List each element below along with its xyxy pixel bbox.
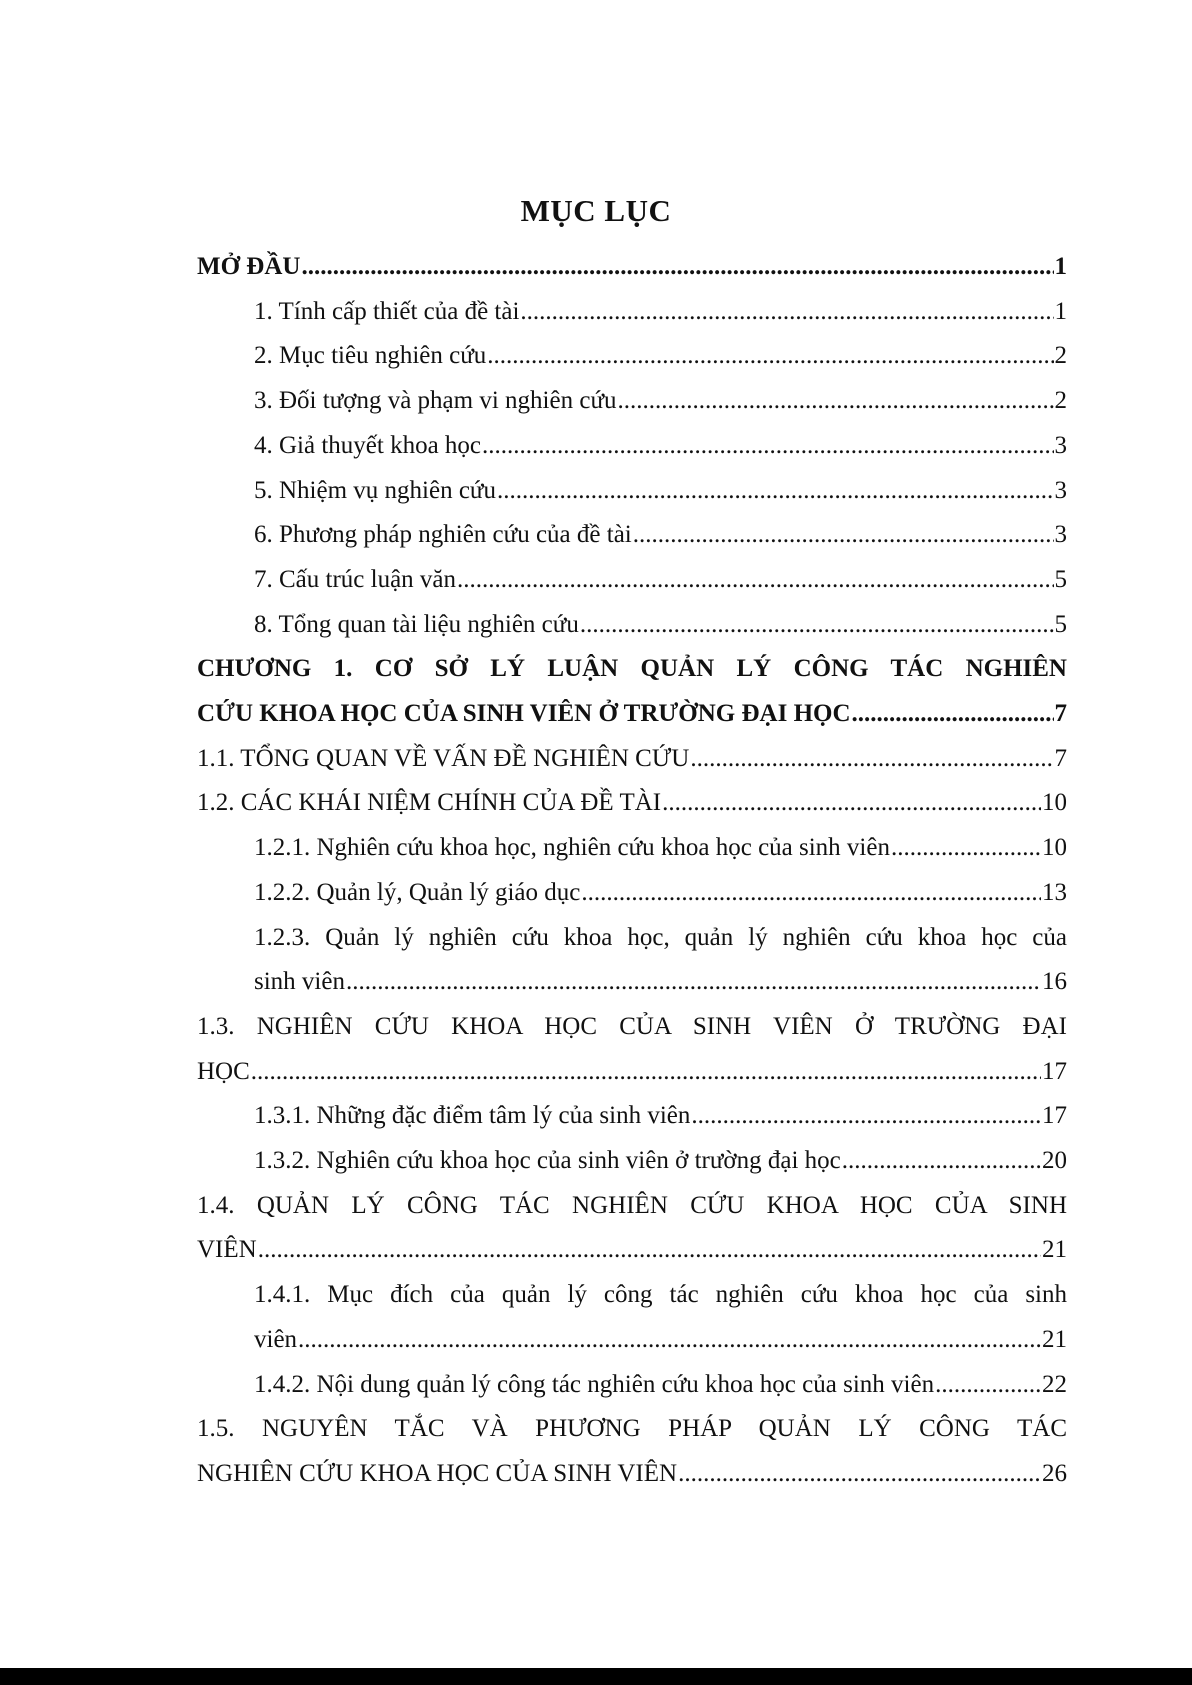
toc-entry-8[interactable] <box>197 603 1067 648</box>
toc-entry-text: 8. Tổng quan tài liệu nghiên cứu <box>254 610 579 638</box>
toc-leader-dots <box>935 1363 1041 1408</box>
bottom-black-bar <box>0 1668 1192 1685</box>
toc-entry-1-2-3[interactable] <box>197 916 1067 1005</box>
toc-entry-text: 3. Đối tượng và phạm vi nghiên cứu <box>254 387 617 415</box>
toc-entry-text-line1: CHƯƠNG 1. CƠ SỞ LÝ LUẬN QUẢN LÝ CÔNG TÁC NGHIÊN <box>197 655 1067 683</box>
toc-page-number: 21 <box>1042 1236 1067 1264</box>
toc-entry-1-1[interactable] <box>197 737 1067 782</box>
toc-entry-1-3[interactable] <box>197 1005 1067 1094</box>
toc-entry-text: 4. Giả thuyết khoa học <box>254 431 482 459</box>
toc-entry-text: 1.1. TỔNG QUAN VỀ VẤN ĐỀ NGHIÊN CỨU <box>197 744 690 772</box>
toc-entry-text: 1.2.2. Quản lý, Quản lý giáo dục <box>254 878 581 906</box>
toc-entry-text-line1: 1.4.1. Mục đích của quản lý công tác nghiên cứu khoa học của sinh <box>254 1281 1067 1309</box>
toc-entry-text-line2: NGHIÊN CỨU KHOA HỌC CỦA SINH VIÊN <box>197 1459 678 1487</box>
toc-leader-dots <box>497 469 1054 514</box>
toc-page-number: 2 <box>1054 342 1067 370</box>
toc-entry-text: 7. Cấu trúc luận văn <box>254 565 457 593</box>
toc-entry-1-4-1[interactable] <box>197 1273 1067 1362</box>
toc-page-number: 10 <box>1042 789 1067 817</box>
toc-entry-text: 1.2. CÁC KHÁI NIỆM CHÍNH CỦA ĐỀ TÀI <box>197 789 662 817</box>
toc-page-number: 2 <box>1054 387 1067 415</box>
toc-entry-text: 1.3.2. Nghiên cứu khoa học của sinh viên ở trường đại học <box>254 1147 841 1175</box>
toc-entry-1-2[interactable] <box>197 781 1067 826</box>
toc-entry-text-line2: HỌC <box>197 1057 250 1085</box>
toc-leader-dots <box>346 960 1041 1005</box>
toc-leader-dots <box>258 1228 1041 1273</box>
toc-entry-text-line1: 1.3. NGHIÊN CỨU KHOA HỌC CỦA SINH VIÊN Ở TRƯỜNG ĐẠI <box>197 1012 1067 1040</box>
toc-leader-dots <box>298 1318 1041 1363</box>
toc-entry-6[interactable] <box>197 513 1067 558</box>
toc-entry-text-line1: 1.4. QUẢN LÝ CÔNG TÁC NGHIÊN CỨU KHOA HỌC CỦA SINH <box>197 1191 1067 1219</box>
toc-leader-dots <box>662 781 1041 826</box>
toc-leader-dots <box>251 1050 1041 1095</box>
toc-page-number: 13 <box>1042 878 1067 906</box>
toc-entry-text: 5. Nhiệm vụ nghiên cứu <box>254 476 496 504</box>
toc-entry-text: 2. Mục tiêu nghiên cứu <box>254 342 487 370</box>
toc-entry-intro[interactable] <box>197 245 1067 290</box>
toc-page-number: 1 <box>1054 297 1067 325</box>
toc-leader-dots <box>633 513 1054 558</box>
toc-entry-7[interactable] <box>197 558 1067 603</box>
toc-entry-1-2-2[interactable] <box>197 871 1067 916</box>
toc-page-number: 3 <box>1054 476 1067 504</box>
toc-page-number: 21 <box>1042 1325 1067 1353</box>
toc-leader-dots <box>487 334 1053 379</box>
toc-leader-dots <box>690 737 1053 782</box>
toc-page-number: 1 <box>1054 253 1067 280</box>
toc-entry-1[interactable] <box>197 290 1067 335</box>
toc-entry-text: MỞ ĐẦU <box>197 253 301 280</box>
toc-entry-text-line2: sinh viên <box>254 968 345 996</box>
toc-entry-chapter-1[interactable] <box>197 647 1067 736</box>
toc-entry-1-3-2[interactable] <box>197 1139 1067 1184</box>
toc-leader-dots <box>580 603 1054 648</box>
toc-page-number: 10 <box>1042 834 1067 862</box>
toc-page-number: 16 <box>1042 968 1067 996</box>
page-title: MỤC LỤC <box>520 193 672 228</box>
toc-page-number: 17 <box>1042 1102 1067 1130</box>
toc-page-number: 17 <box>1042 1057 1067 1085</box>
toc-page-number: 22 <box>1042 1370 1067 1398</box>
toc-leader-dots <box>842 1139 1041 1184</box>
table-of-contents <box>197 245 1067 1497</box>
toc-page-number: 20 <box>1042 1147 1067 1175</box>
toc-entry-1-5[interactable] <box>197 1407 1067 1496</box>
toc-page-number: 5 <box>1054 565 1067 593</box>
toc-entry-text: 1.4.2. Nội dung quản lý công tác nghiên cứu khoa học của sinh viên <box>254 1370 935 1398</box>
toc-leader-dots <box>520 290 1053 335</box>
toc-leader-dots <box>618 379 1054 424</box>
toc-entry-text-line1: 1.5. NGUYÊN TẮC VÀ PHƯƠNG PHÁP QUẢN LÝ CÔNG TÁC <box>197 1415 1067 1443</box>
toc-page-number: 7 <box>1054 700 1067 728</box>
toc-entry-1-2-1[interactable] <box>197 826 1067 871</box>
toc-page-number: 3 <box>1054 431 1067 459</box>
toc-entry-1-4-2[interactable] <box>197 1363 1067 1408</box>
toc-leader-dots <box>482 424 1053 469</box>
toc-leader-dots <box>457 558 1053 603</box>
toc-leader-dots <box>678 1452 1041 1497</box>
toc-page-number: 26 <box>1042 1459 1067 1487</box>
toc-entry-text: 1.3.1. Những đặc điểm tâm lý của sinh viên <box>254 1102 691 1130</box>
toc-entry-1-4[interactable] <box>197 1184 1067 1273</box>
toc-entry-3[interactable] <box>197 379 1067 424</box>
toc-leader-dots <box>852 692 1054 737</box>
toc-entry-5[interactable] <box>197 469 1067 514</box>
toc-entry-4[interactable] <box>197 424 1067 469</box>
toc-entry-text-line1: 1.2.3. Quản lý nghiên cứu khoa học, quản lý nghiên cứu khoa học của <box>254 923 1067 951</box>
toc-entry-text-line2: VIÊN <box>197 1236 257 1264</box>
toc-page-number: 7 <box>1054 744 1067 772</box>
toc-leader-dots <box>691 1094 1041 1139</box>
toc-leader-dots <box>891 826 1041 871</box>
toc-entry-text: 6. Phương pháp nghiên cứu của đề tài <box>254 521 632 549</box>
toc-entry-text: 1. Tính cấp thiết của đề tài <box>254 297 520 325</box>
toc-leader-dots <box>301 245 1053 290</box>
toc-entry-1-3-1[interactable] <box>197 1094 1067 1139</box>
toc-page-number: 3 <box>1054 521 1067 549</box>
toc-leader-dots <box>581 871 1041 916</box>
toc-entry-text: 1.2.1. Nghiên cứu khoa học, nghiên cứu khoa học của sinh viên <box>254 834 890 862</box>
toc-entry-text-line2: CỨU KHOA HỌC CỦA SINH VIÊN Ở TRƯỜNG ĐẠI HỌC <box>197 700 851 728</box>
toc-page-number: 5 <box>1054 610 1067 638</box>
toc-entry-2[interactable] <box>197 334 1067 379</box>
toc-entry-text-line2: viên <box>254 1325 298 1353</box>
